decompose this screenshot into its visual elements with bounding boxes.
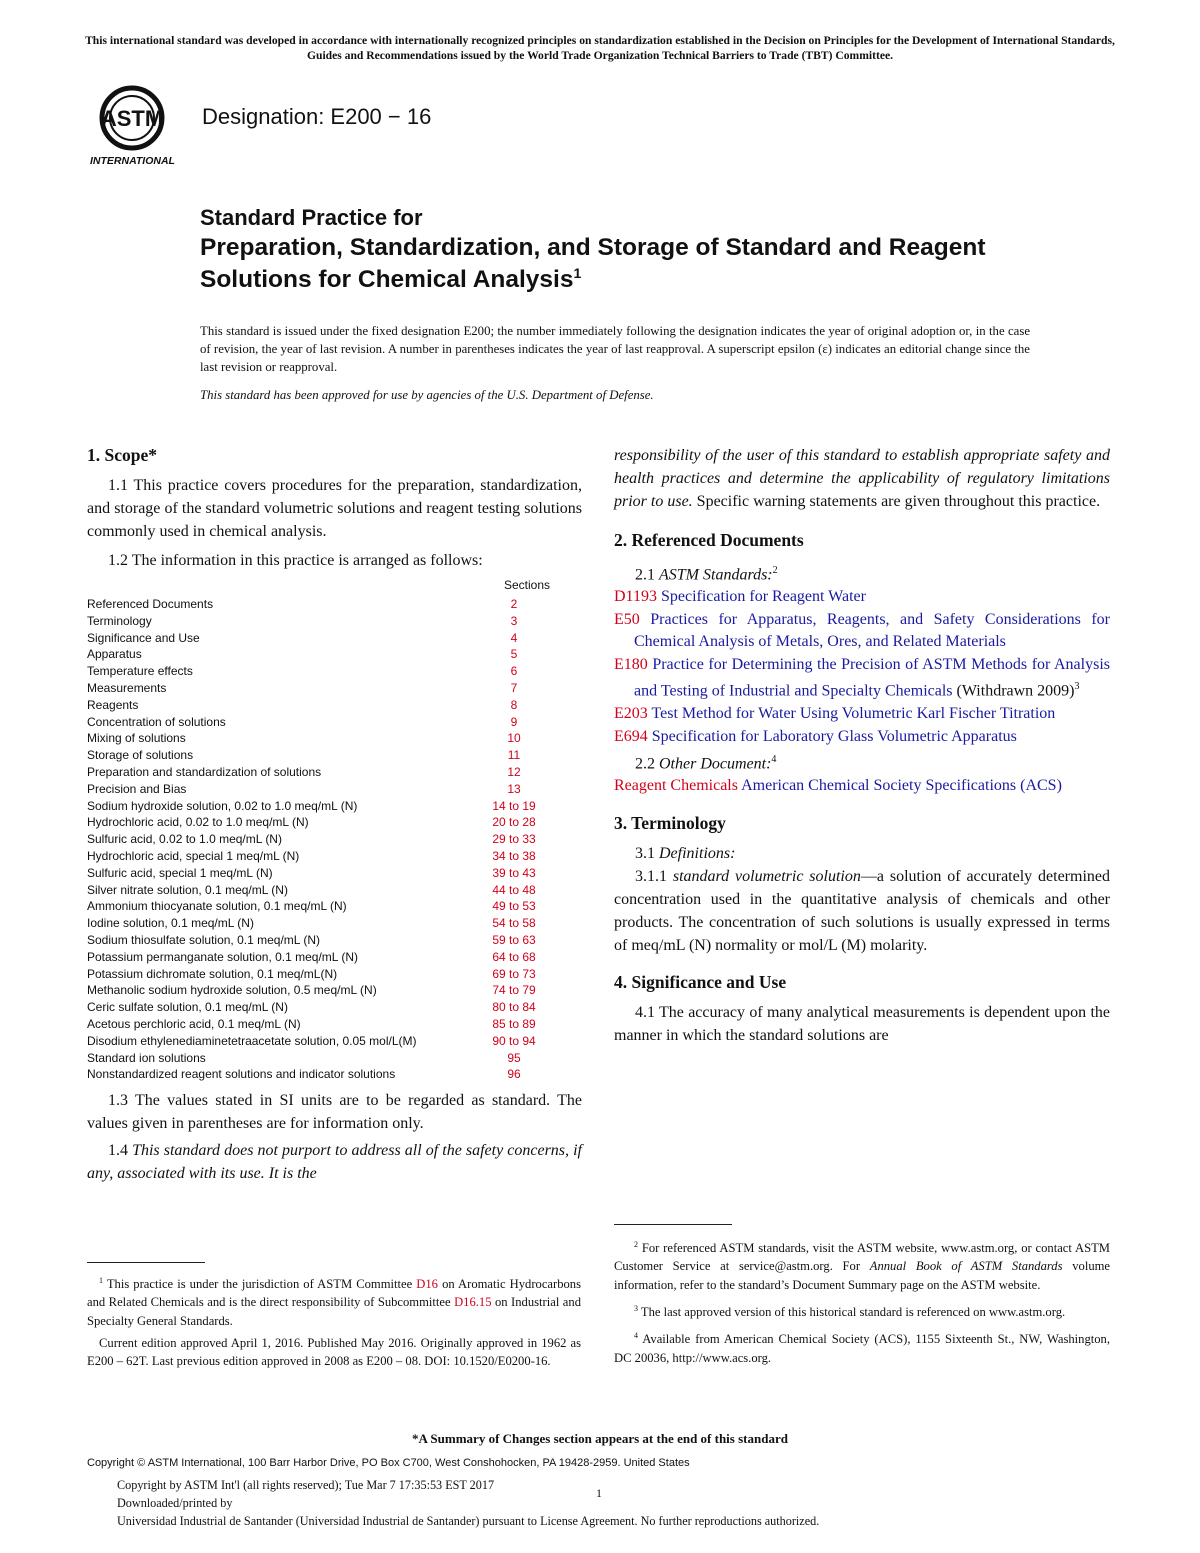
referenced-title-link[interactable]: Specification for Laboratory Glass Volumetric Apparatus bbox=[651, 727, 1017, 745]
toc-row bbox=[87, 865, 582, 882]
toc-label: Sodium thiosulfate solution, 0.1 meq/mL (N) bbox=[87, 932, 320, 947]
footnote-1-mark: 1 bbox=[99, 1276, 103, 1285]
toc-label: Disodium ethylenediaminetetraacetate solution, 0.05 mol/L(M) bbox=[87, 1033, 417, 1048]
footnote-4 bbox=[614, 1327, 1110, 1367]
footnote-1-c: on Industrial and Specialty General Standards. bbox=[87, 1295, 581, 1328]
toc-label: Significance and Use bbox=[87, 630, 200, 645]
footnotes-left bbox=[87, 1272, 581, 1370]
footnote-3-text: The last approved version of this historical standard is referenced on www.astm.org. bbox=[640, 1304, 1066, 1319]
toc-row bbox=[87, 596, 582, 613]
referenced-code-link[interactable]: D1193 bbox=[614, 588, 657, 606]
footnote-2-a: For referenced ASTM standards, visit the ASTM website, www.astm.org, or contact ASTM Customer Service at service@astm.org. For bbox=[614, 1241, 1111, 1274]
definition-num: 3.1.1 bbox=[635, 867, 667, 885]
footnote-2-b: volume information, refer to the standard’s Document Summary page on the ASTM website. bbox=[614, 1259, 1111, 1292]
footnote-4-text: Available from American Chemical Society (ACS), 1155 Sixteenth St., NW, Washington, DC 20036, http://www.acs.org. bbox=[614, 1332, 1110, 1365]
committee-d16-link[interactable]: D16 bbox=[416, 1277, 438, 1292]
toc-section-link[interactable]: 64 to 68 bbox=[492, 949, 536, 964]
footnote-rule-left bbox=[87, 1262, 205, 1263]
toc-row bbox=[87, 781, 582, 798]
sub-3-1-label: Definitions: bbox=[659, 844, 736, 862]
toc-section-link[interactable]: 9 bbox=[510, 714, 518, 729]
para-1-4 bbox=[87, 1139, 582, 1185]
definition-term: standard volumetric solution bbox=[672, 867, 861, 885]
toc-label: Apparatus bbox=[87, 647, 142, 662]
toc-label: Acetous perchloric acid, 0.1 meq/mL (N) bbox=[87, 1016, 301, 1031]
toc-row bbox=[87, 831, 582, 848]
subcommittee-d16-15-link[interactable]: D16.15 bbox=[454, 1295, 492, 1310]
toc-row bbox=[87, 697, 582, 714]
definition-3-1-1 bbox=[614, 865, 1110, 957]
toc-row bbox=[87, 932, 582, 949]
referenced-item[interactable] bbox=[614, 586, 1110, 609]
scope-heading: 1. Scope* bbox=[87, 445, 157, 465]
toc-section-link[interactable]: 29 to 33 bbox=[492, 832, 536, 847]
toc-label: Ceric sulfate solution, 0.1 meq/mL (N) bbox=[87, 1000, 288, 1015]
toc-row bbox=[87, 663, 582, 680]
sub-3-1-num: 3.1 bbox=[635, 844, 655, 862]
referenced-code-link[interactable]: E180 bbox=[614, 655, 648, 673]
title-pre: Standard Practice for bbox=[200, 205, 423, 230]
toc-row bbox=[87, 1050, 582, 1067]
para-1-4-italic-rest: responsibility of the user of this standard to establish appropriate safety and health practices and determine the applicability of regulatory limitations prior to use. bbox=[614, 447, 1110, 510]
toc-label: Reagents bbox=[87, 697, 139, 712]
toc-label: Methanolic sodium hydroxide solution, 0.5 meq/mL (N) bbox=[87, 983, 377, 998]
issued-note: This standard is issued under the fixed designation E200; the number immediately following the designation indicates the year of original adoption or, in the case of revision, the year of last revision. A number in parentheses indicates the year of last reapproval. A superscript epsilon (ε) indicates an editorial change since the last revision or reapproval. bbox=[200, 324, 1030, 374]
toc-label: Silver nitrate solution, 0.1 meq/mL (N) bbox=[87, 882, 288, 897]
toc-section-link[interactable]: 2 bbox=[510, 597, 518, 611]
license-line-3: Universidad Industrial de Santander (Universidad Industrial de Santander) pursuant to License Agreement. No further reproductions authorized. bbox=[117, 1514, 820, 1528]
toc-label: Temperature effects bbox=[87, 664, 193, 679]
footnote-1-current: Current edition approved April 1, 2016. Published May 2016. Originally approved in 1962 as E200 – 62T. Last previous edition approved in 2008 as E200 – 08. DOI: 10.1520/E0200-16. bbox=[87, 1335, 581, 1368]
para-1-3: 1.3 The values stated in SI units are to be regarded as standard. The values given in parentheses are for information only. bbox=[87, 1092, 582, 1133]
footnote-2 bbox=[614, 1236, 1110, 1294]
toc-section-link[interactable]: 49 to 53 bbox=[492, 899, 536, 914]
referenced-title-link[interactable]: Test Method for Water Using Volumetric Karl Fischer Titration bbox=[651, 705, 1056, 723]
sub-2-1 bbox=[614, 559, 1110, 586]
toc-table bbox=[87, 596, 582, 1083]
toc-label: Hydrochloric acid, special 1 meq/mL (N) bbox=[87, 848, 300, 863]
reagent-chemicals-code[interactable]: Reagent Chemicals bbox=[614, 777, 738, 795]
page-number: 1 bbox=[596, 1486, 602, 1500]
referenced-item[interactable] bbox=[614, 726, 1110, 749]
footnotes-right bbox=[614, 1236, 1110, 1367]
toc-label: Mixing of solutions bbox=[87, 731, 186, 746]
toc-label: Sulfuric acid, special 1 meq/mL (N) bbox=[87, 865, 273, 880]
footnote-3-mark: 3 bbox=[634, 1303, 638, 1313]
toc-section-link[interactable]: 39 to 43 bbox=[492, 865, 536, 880]
sub-2-1-mark: 2 bbox=[772, 565, 778, 576]
toc-label: Terminology bbox=[87, 613, 152, 628]
referenced-code-link[interactable]: E694 bbox=[614, 727, 648, 745]
sub-2-1-label: ASTM Standards: bbox=[659, 566, 773, 584]
toc-row bbox=[87, 613, 582, 630]
toc-label: Measurements bbox=[87, 680, 167, 695]
withdrawn-footnote-mark: 3 bbox=[1074, 681, 1080, 693]
toc-row bbox=[87, 747, 582, 764]
toc-row bbox=[87, 999, 582, 1016]
toc-label: Potassium permanganate solution, 0.1 meq/mL (N) bbox=[87, 949, 359, 964]
toc-section-link[interactable]: 74 to 79 bbox=[492, 983, 536, 998]
toc-section-link[interactable]: 11 bbox=[507, 748, 521, 763]
toc-section-link[interactable]: 12 bbox=[507, 764, 521, 779]
sub-2-2-label: Other Document: bbox=[659, 755, 772, 773]
definition-text: —a solution of accurately determined concentration used in the quantitative analysis of chemicals and other products. The concentration of such solutions is usually expressed in terms of meq/mL (N) normality or mol/L (M) molarity. bbox=[614, 867, 1110, 954]
referenced-title-link[interactable]: Practices for Apparatus, Reagents, and Safety Considerations for Chemical Analysis of Metals, Ores, and Related Materials bbox=[634, 610, 1111, 651]
footnote-2-mark: 2 bbox=[634, 1240, 638, 1249]
referenced-heading: 2. Referenced Documents bbox=[614, 530, 804, 550]
toc-row bbox=[87, 814, 582, 831]
terminology-heading: 3. Terminology bbox=[614, 812, 726, 833]
toc-section-link[interactable]: 13 bbox=[507, 781, 521, 796]
toc-row bbox=[87, 915, 582, 932]
toc-row bbox=[87, 730, 582, 747]
toc-label: Concentration of solutions bbox=[87, 714, 226, 729]
toc-section-link[interactable]: 54 to 58 bbox=[492, 916, 536, 931]
toc-row bbox=[87, 646, 582, 663]
logo-subtext: INTERNATIONAL bbox=[90, 155, 175, 167]
toc-row bbox=[87, 714, 582, 731]
referenced-title-link[interactable]: Practice for Determining the Precision of ASTM Methods for Analysis and Testing of Industrial and Specialty Chemicals bbox=[634, 655, 1111, 700]
right-column bbox=[614, 444, 1110, 1047]
toc-section-link[interactable]: 6 bbox=[510, 664, 518, 679]
copyright-line: Copyright © ASTM International, 100 Barr Harbor Drive, PO Box C700, West Conshohocken, PA 19428-2959. United States bbox=[87, 1457, 690, 1469]
toc-section-link[interactable]: 4 bbox=[510, 630, 518, 645]
toc-row bbox=[87, 630, 582, 647]
referenced-title-link[interactable]: Specification for Reagent Water bbox=[660, 588, 866, 606]
toc-label: Referenced Documents bbox=[87, 597, 214, 611]
sub-3-1 bbox=[614, 842, 1110, 865]
referenced-code-link[interactable]: E50 bbox=[614, 610, 640, 628]
title-main-text: Preparation, Standardization, and Storage of Standard and Reagent Solutions for Chemical Analysis bbox=[200, 234, 986, 293]
para-1-4-rest: Specific warning statements are given throughout this practice. bbox=[696, 493, 1101, 510]
toc-label: Ammonium thiocyanate solution, 0.1 meq/mL (N) bbox=[87, 899, 347, 914]
toc-row bbox=[87, 1033, 582, 1050]
license-line-1: Copyright by ASTM Int'l (all rights reserved); Tue Mar 7 17:35:53 EST 2017 bbox=[117, 1478, 495, 1492]
toc-label: Nonstandardized reagent solutions and indicator solutions bbox=[87, 1067, 396, 1082]
toc-label: Sodium hydroxide solution, 0.02 to 1.0 meq/mL (N) bbox=[87, 798, 358, 813]
toc-section-link[interactable]: 8 bbox=[510, 697, 518, 712]
toc-row bbox=[87, 848, 582, 865]
toc-row bbox=[87, 1016, 582, 1033]
referenced-item[interactable] bbox=[614, 609, 1110, 654]
license-block bbox=[117, 1476, 1067, 1530]
toc-section-link[interactable]: 44 to 48 bbox=[492, 882, 536, 897]
toc-section-link[interactable]: 20 to 28 bbox=[492, 815, 536, 830]
toc-section-link[interactable]: 96 bbox=[507, 1067, 521, 1082]
footnote-rule-right bbox=[614, 1224, 732, 1225]
para-1-2: 1.2 The information in this practice is arranged as follows: bbox=[108, 552, 483, 569]
toc-section-link[interactable]: 69 to 73 bbox=[492, 966, 536, 981]
toc-section-link[interactable]: 5 bbox=[510, 647, 518, 662]
toc-section-link[interactable]: 7 bbox=[510, 680, 518, 695]
toc-label: Iodine solution, 0.1 meq/mL (N) bbox=[87, 916, 254, 931]
designation: Designation: E200 − 16 bbox=[202, 104, 432, 129]
footnote-4-mark: 4 bbox=[634, 1331, 638, 1341]
title-block bbox=[200, 204, 1100, 296]
title-main bbox=[200, 232, 1100, 296]
para-1-1: 1.1 This practice covers procedures for the preparation, standardization, and storage of the standard volumetric solutions and reagent testing solutions commonly used in chemical analysis. bbox=[87, 477, 582, 540]
left-column bbox=[87, 444, 582, 1185]
toc-section-link[interactable]: 85 to 89 bbox=[492, 1016, 536, 1031]
toc-row bbox=[87, 882, 582, 899]
referenced-list bbox=[614, 586, 1110, 748]
toc-section-link[interactable]: 95 bbox=[507, 1050, 521, 1065]
toc-label: Sulfuric acid, 0.02 to 1.0 meq/mL (N) bbox=[87, 832, 282, 847]
toc-row bbox=[87, 798, 582, 815]
sub-2-2-mark: 4 bbox=[771, 754, 777, 766]
toc-label: Potassium dichromate solution, 0.1 meq/mL(N) bbox=[87, 966, 338, 981]
toc-section-link[interactable]: 10 bbox=[507, 731, 521, 746]
toc-section-link[interactable]: 59 to 63 bbox=[492, 932, 536, 947]
referenced-item[interactable] bbox=[614, 703, 1110, 726]
footnote-2-italic: Annual Book of ASTM Standards bbox=[869, 1259, 1063, 1274]
toc-section-link[interactable]: 80 to 84 bbox=[492, 1000, 536, 1015]
astm-logo bbox=[88, 84, 188, 168]
referenced-note: (Withdrawn 2009) bbox=[956, 682, 1075, 700]
toc-label: Storage of solutions bbox=[87, 748, 194, 763]
dod-note: This standard has been approved for use by agencies of the U.S. Department of Defense. bbox=[200, 388, 654, 402]
reagent-chemicals-text[interactable]: American Chemical Society Specifications (ACS) bbox=[741, 777, 1062, 795]
footnote-3 bbox=[614, 1300, 1110, 1321]
toc-label: Standard ion solutions bbox=[87, 1050, 206, 1065]
toc-section-link[interactable]: 14 to 19 bbox=[492, 798, 536, 813]
significance-heading: 4. Significance and Use bbox=[614, 971, 787, 992]
sub-2-2-num: 2.2 bbox=[635, 755, 655, 773]
toc-label: Hydrochloric acid, 0.02 to 1.0 meq/mL (N) bbox=[87, 815, 309, 830]
toc-row bbox=[87, 764, 582, 781]
toc-label: Preparation and standardization of solutions bbox=[87, 764, 322, 779]
astm-logo-icon bbox=[88, 84, 188, 168]
footnote-1-a: This practice is under the jurisdiction of ASTM Committee bbox=[106, 1277, 413, 1292]
para-4-1: 4.1 The accuracy of many analytical measurements is dependent upon the manner in which the standard solutions are bbox=[614, 1003, 1110, 1044]
sub-2-1-num: 2.1 bbox=[635, 566, 655, 584]
footnote-1 bbox=[87, 1272, 581, 1330]
summary-of-changes-note: *A Summary of Changes section appears at the end of this standard bbox=[412, 1431, 788, 1446]
toc-row bbox=[87, 949, 582, 966]
para-1-4-num: 1.4 bbox=[108, 1142, 128, 1160]
referenced-item[interactable] bbox=[614, 654, 1110, 703]
toc-section-link[interactable]: 90 to 94 bbox=[492, 1033, 536, 1048]
toc-header: Sections bbox=[503, 578, 550, 592]
toc-label: Precision and Bias bbox=[87, 781, 187, 796]
toc-row bbox=[87, 680, 582, 697]
title-footnote-mark: 1 bbox=[573, 264, 582, 281]
top-notice: This international standard was developed in accordance with internationally recognized principles on standardization established in the Decision on Principles for the Development of International Standards, Guides and Recommendations issued by the World Trade Organization Technical Barriers to Trade (TBT) Committee. bbox=[85, 34, 1115, 62]
toc-row bbox=[87, 982, 582, 999]
para-1-4-italic-start: This standard does not purport to address all of the safety concerns, if any, associated with its use. It is the bbox=[87, 1142, 583, 1183]
sub-2-2 bbox=[614, 748, 1110, 775]
toc-section-link[interactable]: 34 to 38 bbox=[492, 848, 536, 863]
toc-row bbox=[87, 1066, 582, 1083]
referenced-code-link[interactable]: E203 bbox=[614, 705, 648, 723]
logo-letters: ASTM bbox=[100, 106, 164, 131]
toc-row bbox=[87, 898, 582, 915]
footnote-1-b: on Aromatic Hydrocarbons and Related Chemicals and is the direct responsibility of Subcommittee bbox=[87, 1277, 581, 1310]
license-line-2: Downloaded/printed by bbox=[117, 1496, 233, 1510]
toc-row bbox=[87, 966, 582, 983]
reagent-chemicals-ref[interactable] bbox=[614, 775, 1110, 798]
para-1-4-continued bbox=[614, 444, 1110, 513]
toc-section-link[interactable]: 3 bbox=[510, 613, 518, 628]
